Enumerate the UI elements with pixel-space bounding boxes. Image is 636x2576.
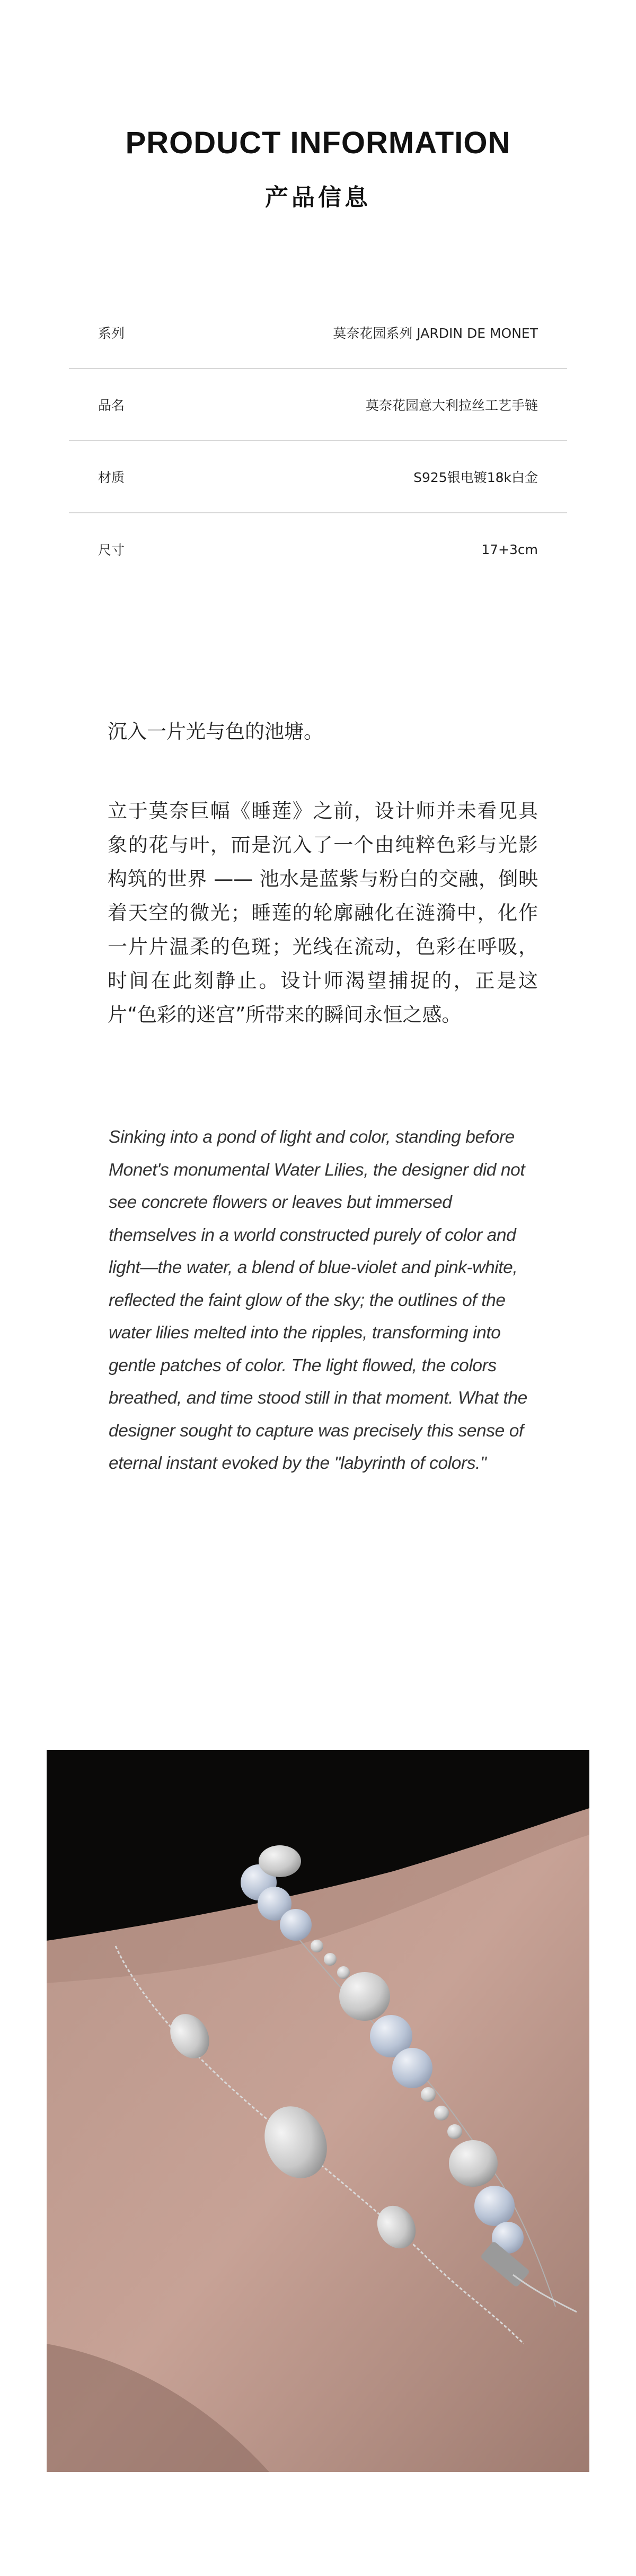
en-description: Sinking into a pond of light and color, standing before Monet's monumental Water Lilies, the designer did not see concrete flowers or leaves but immersed themselves in a world constructed purely of color and light—the water, a blend of blue-violet and pink-white, reflected the faint glow of the sky; the outlines of the water lilies melted into the ripples, transforming into gentle patches of color. The light flowed, the colors breathed, and time stood still in that moment. What the designer sought to capture was precisely this sense of eternal instant evoked by the "labyrinth of colors." <box>109 1127 527 1473</box>
page-subtitle: 产品信息 <box>265 184 371 211</box>
spec-row-name <box>69 369 567 441</box>
cn-description: 立于莫奈巨幅《睡莲》之前，设计师并未看见具象的花与叶，而是沉入了一个由纯粹色彩与光影构筑的世界 —— 池水是蓝紫与粉白的交融，倒映着天空的微光；睡莲的轮廓融化在涟漪中，化作一片片温柔的色斑；光线在流动，色彩在呼吸，时间在此刻静止。设计师渴望捕捉的，正是这片“色彩的迷宫”所带来的瞬间永恒之感。 <box>108 800 538 1026</box>
cn-lead-text: 沉入一片光与色的池塘。 <box>108 720 323 743</box>
spec-value: 莫奈花园系列 JARDIN DE MONET <box>333 326 538 341</box>
spec-value: S925银电镀18k白金 <box>413 470 538 485</box>
spec-value: 莫奈花园意大利拉丝工艺手链 <box>365 398 538 413</box>
product-photo <box>47 1750 589 2472</box>
spec-table <box>69 297 567 585</box>
spec-label: 系列 <box>98 326 125 341</box>
bracelet-on-wrist-image <box>47 1750 589 2472</box>
page-title: PRODUCT INFORMATION <box>125 126 511 160</box>
spec-label: 尺寸 <box>98 542 125 558</box>
spec-label: 材质 <box>98 470 125 485</box>
spec-row-size <box>69 513 567 585</box>
spec-label: 品名 <box>98 398 125 413</box>
spec-row-material <box>69 441 567 513</box>
spec-value: 17+3cm <box>481 541 538 557</box>
spec-row-series <box>69 297 567 369</box>
